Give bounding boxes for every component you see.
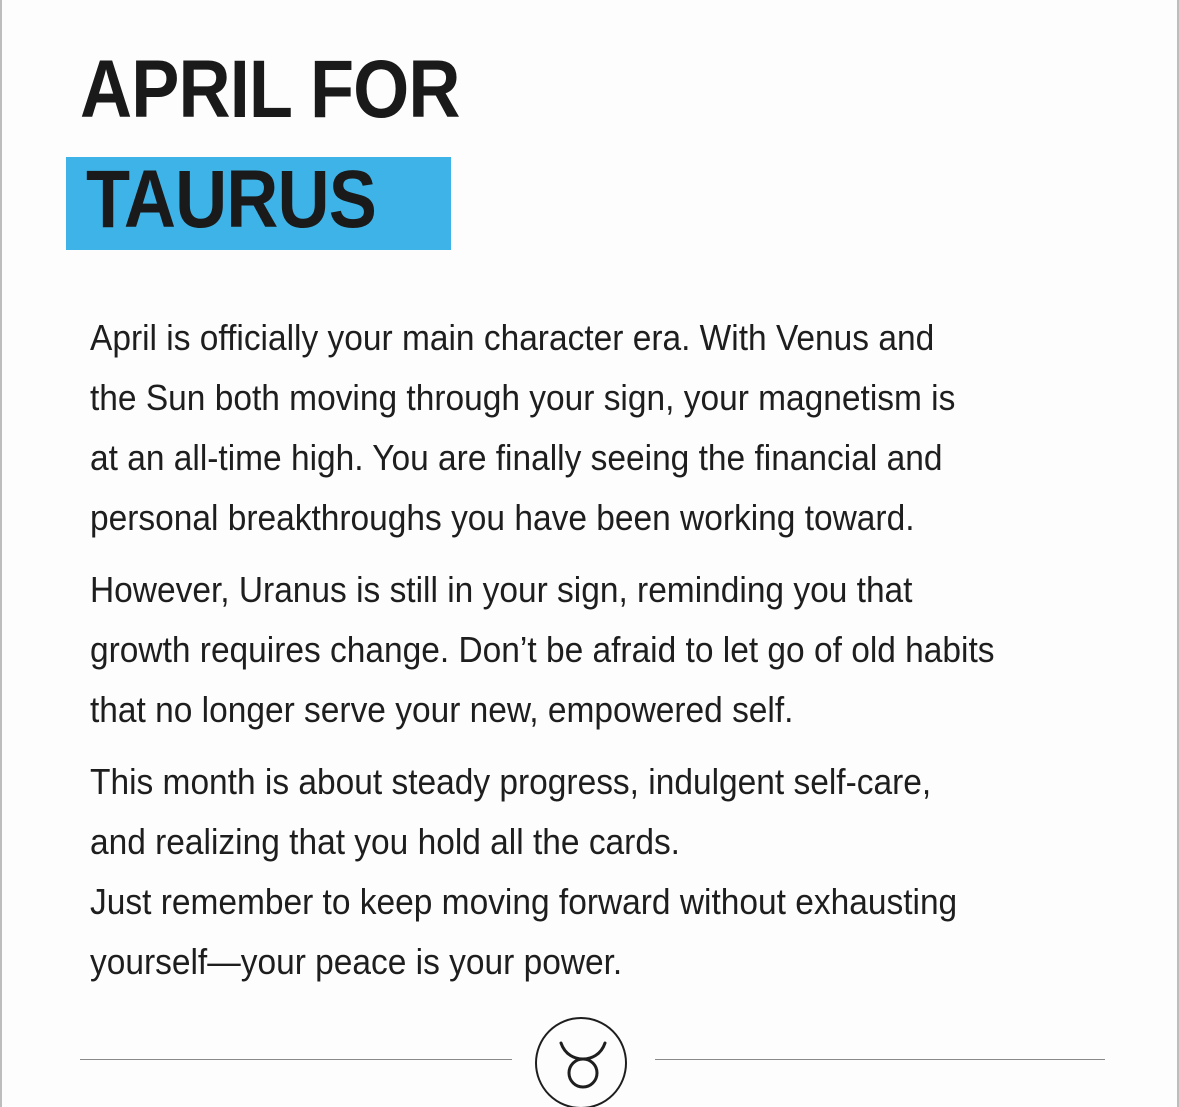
paragraph-uranus [90, 560, 1020, 740]
paragraph-line: at an all-time high. You are finally seeing the financial and [90, 437, 943, 478]
paragraph-line: that no longer serve your new, empowered self. [90, 689, 794, 730]
paragraph-line: This month is about steady progress, indulgent self-care, [90, 761, 932, 802]
paragraph-line: personal breakthroughs you have been working toward. [90, 497, 915, 538]
paragraph-line: April is officially your main character era. With Venus and [90, 317, 935, 358]
paragraph-line: and realizing that you hold all the cards. [90, 821, 680, 862]
paragraph-closing [90, 752, 1020, 992]
paragraph-line: growth requires change. Don’t be afraid to let go of old habits [90, 629, 995, 670]
paragraph-line: the Sun both moving through your sign, your magnetism is [90, 377, 956, 418]
paragraph-line: Just remember to keep moving forward without exhausting [90, 881, 958, 922]
taurus-icon [535, 1017, 627, 1107]
paragraph-line: However, Uranus is still in your sign, reminding you that [90, 569, 913, 610]
footer-divider-left [80, 1059, 512, 1060]
title-april-for: APRIL FOR [80, 44, 460, 135]
title-taurus: TAURUS [86, 154, 377, 245]
footer-divider-right [655, 1059, 1105, 1060]
paragraph-intro [90, 308, 1020, 548]
horoscope-body [90, 308, 1090, 992]
paragraph-line: yourself—your peace is your power. [90, 941, 623, 982]
